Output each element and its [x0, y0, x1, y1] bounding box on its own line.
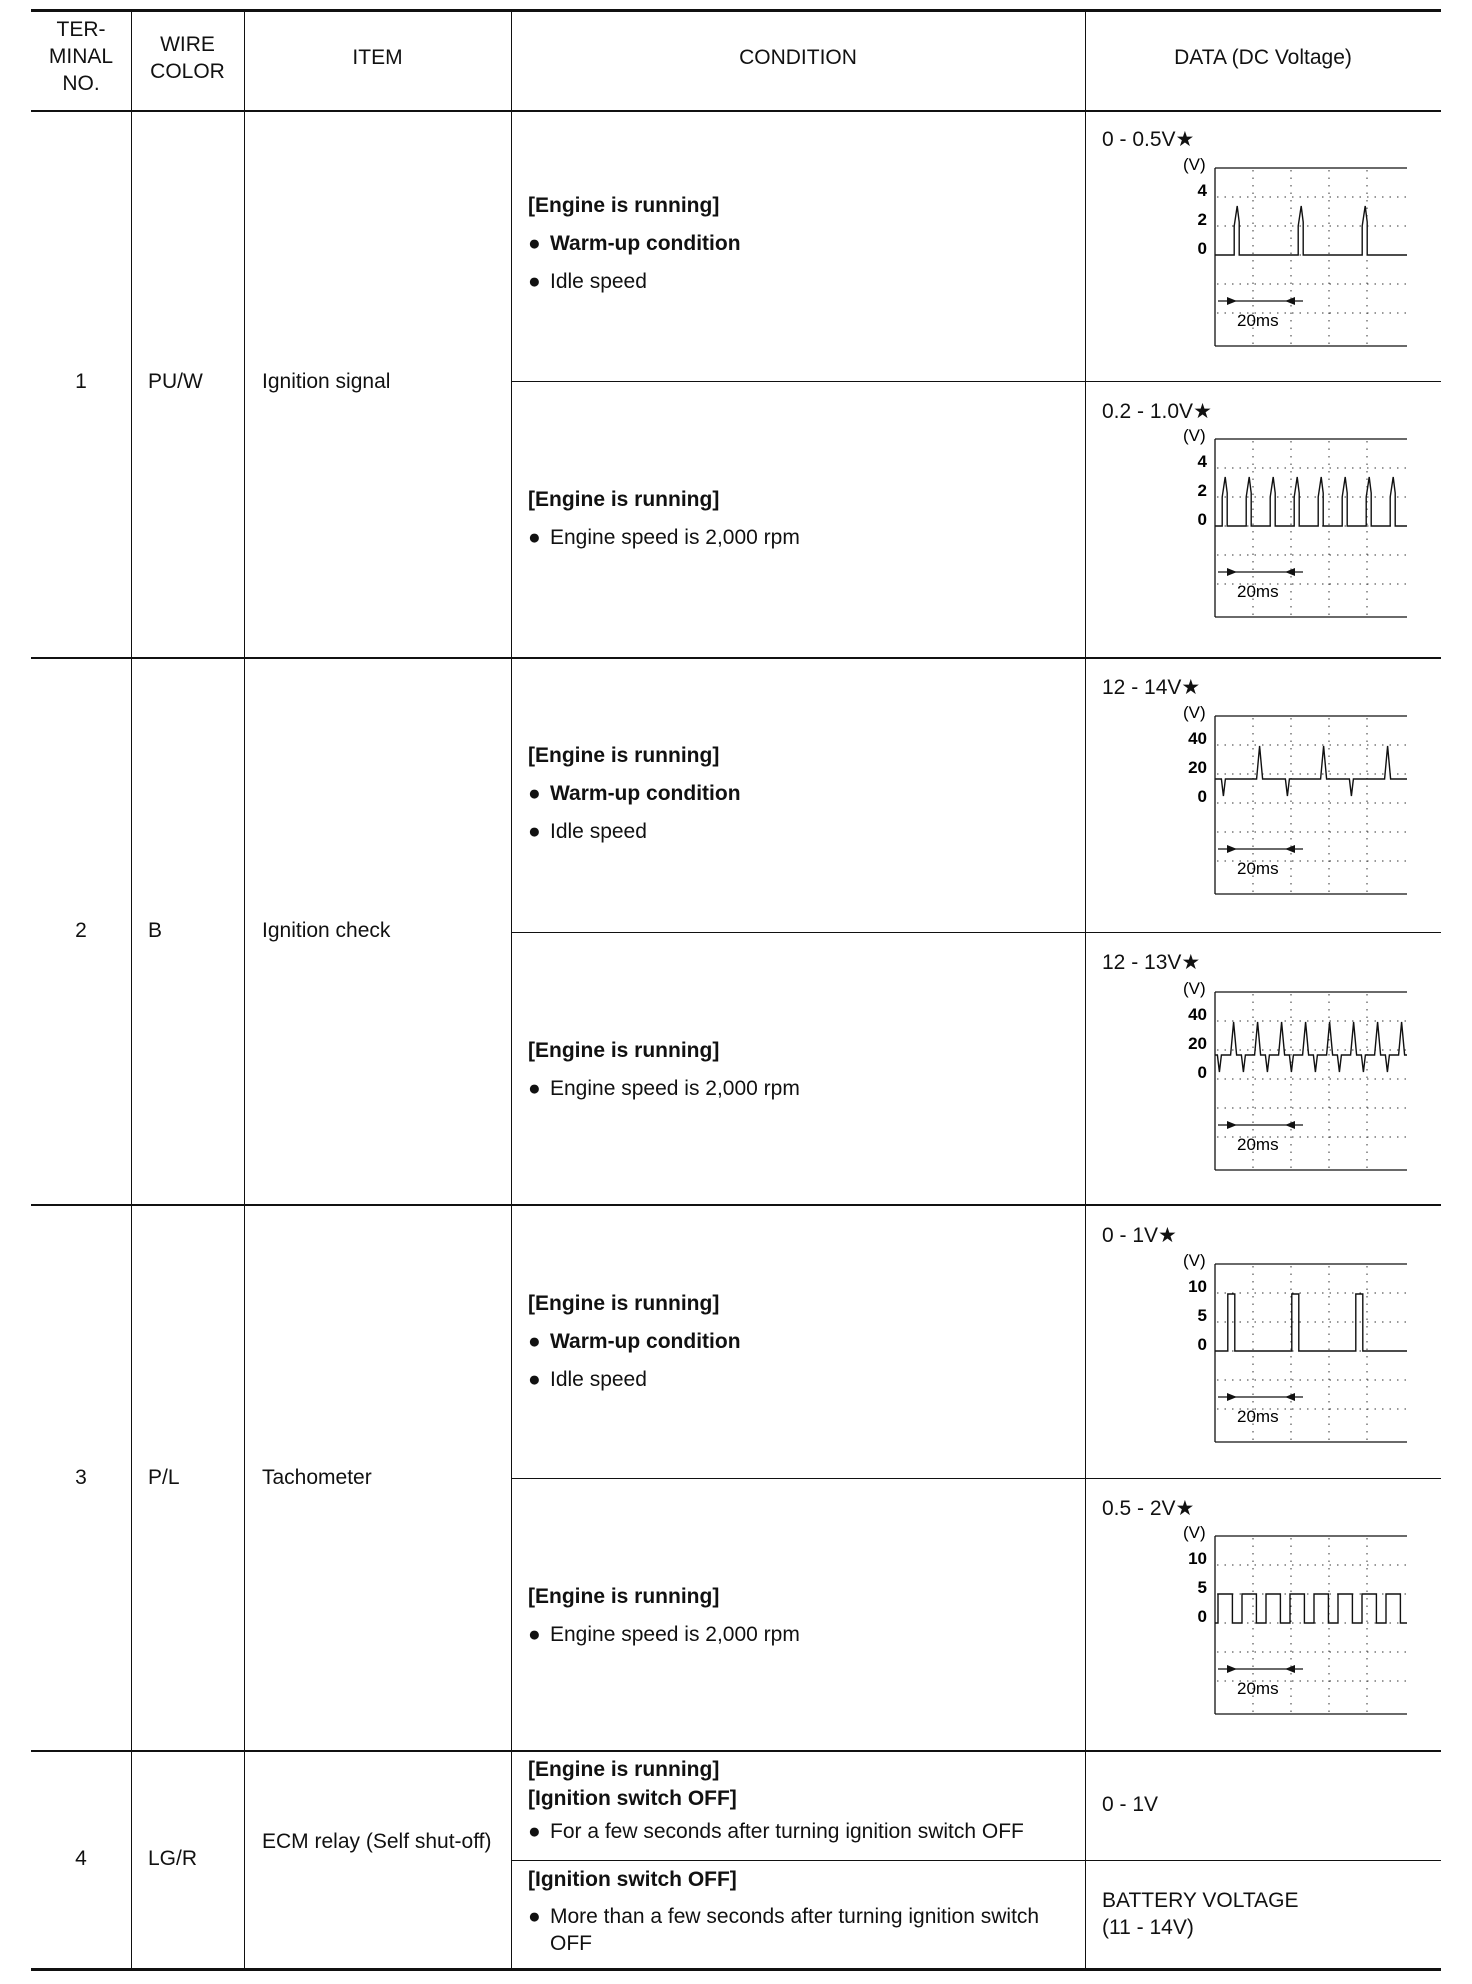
oscilloscope-waveform: [1145, 419, 1445, 619]
data-value-text: 0.2 - 1.0V: [1102, 400, 1194, 423]
scope-time-arrow: [1227, 1393, 1237, 1401]
scope-time-label: 20ms: [1237, 311, 1279, 330]
scope-tick-label: 5: [1197, 1578, 1207, 1597]
scope-time-label: 20ms: [1237, 1407, 1279, 1426]
table-header-rule: [31, 110, 1441, 112]
header-data: DATA (DC Voltage): [1174, 46, 1352, 69]
scope-trace: [1215, 477, 1407, 526]
condition-heading: [Engine is running]: [528, 1585, 720, 1608]
scope-time-label: 20ms: [1237, 582, 1279, 601]
scope-trace: [1215, 746, 1407, 796]
wire-color: LG/R: [148, 1847, 198, 1870]
scope-tick-label: 0: [1197, 510, 1207, 529]
bullet-icon: ●: [528, 1077, 541, 1100]
scope-svg: [1145, 1516, 1445, 1716]
bullet-icon: ●: [528, 1623, 541, 1646]
header-wire-color: [131, 31, 244, 85]
header-wire-line: COLOR: [150, 60, 225, 83]
scope-unit-label: (V): [1183, 1251, 1206, 1270]
scope-time-arrow: [1227, 1665, 1237, 1673]
header-condition: CONDITION: [739, 46, 857, 69]
star-icon: ★: [1181, 676, 1201, 699]
oscilloscope-waveform: [1145, 696, 1445, 896]
condition-heading: [Engine is running]: [528, 1292, 720, 1315]
case-divider: [511, 1478, 1441, 1479]
header-item: ITEM: [352, 46, 403, 69]
scope-svg: [1145, 696, 1445, 896]
star-icon: ★: [1181, 951, 1201, 974]
scope-time-label: 20ms: [1237, 859, 1279, 878]
table-bottom-rule: [31, 1968, 1441, 1971]
condition-block: [528, 737, 741, 851]
scope-svg: [1145, 972, 1445, 1172]
item-name: Ignition check: [262, 919, 391, 942]
condition-block: [528, 481, 800, 557]
scope-unit-label: (V): [1183, 703, 1206, 722]
scope-tick-label: 40: [1188, 1005, 1207, 1024]
header-terminal-line: MINAL: [48, 45, 114, 68]
condition-block: [528, 1578, 800, 1654]
data-value: BATTERY VOLTAGE (11 - 14V): [1102, 1889, 1299, 1939]
condition-heading: [Ignition switch OFF]: [528, 1868, 737, 1891]
scope-tick-label: 10: [1188, 1277, 1207, 1296]
terminal-number: 2: [75, 919, 87, 942]
bullet-icon: ●: [528, 1905, 541, 1928]
scope-trace: [1215, 1594, 1407, 1623]
scope-time-label: 20ms: [1237, 1679, 1279, 1698]
scope-unit-label: (V): [1183, 155, 1206, 174]
condition-bullet-item: [528, 1323, 741, 1361]
condition-bullet-text: Idle speed: [550, 1368, 647, 1391]
scope-tick-label: 0: [1197, 239, 1207, 258]
scope-time-arrow: [1227, 568, 1237, 576]
scope-tick-label: 20: [1188, 1034, 1207, 1053]
case-divider: [511, 932, 1441, 933]
wire-color: B: [148, 919, 163, 942]
condition-bullet-text: Idle speed: [550, 270, 647, 293]
condition-block: [528, 1032, 800, 1108]
bullet-icon: ●: [528, 782, 541, 805]
scope-trace: [1215, 1022, 1407, 1072]
data-value-text: 12 - 13V: [1102, 951, 1182, 974]
scope-time-arrow: [1285, 568, 1295, 576]
condition-bullet-text: Warm-up condition: [550, 1330, 741, 1353]
star-icon: ★: [1158, 1224, 1177, 1247]
scope-tick-label: 0: [1197, 787, 1207, 806]
bullet-icon: ●: [528, 232, 541, 255]
scope-time-arrow: [1227, 297, 1237, 305]
condition-block: [528, 187, 741, 301]
oscilloscope-waveform: [1145, 148, 1445, 348]
data-value-text: 0.5 - 2V: [1102, 1497, 1176, 1520]
bullet-icon: ●: [528, 526, 541, 549]
condition-bullet-item: [528, 225, 741, 263]
scope-time-arrow: [1285, 1121, 1295, 1129]
scope-time-arrow: [1285, 1393, 1295, 1401]
scope-svg: [1145, 419, 1445, 619]
terminal-number: 4: [75, 1847, 87, 1870]
oscilloscope-waveform: [1145, 972, 1445, 1172]
condition-bullet-text: More than a few seconds after turning ignition switch OFF: [550, 1905, 1040, 1955]
condition-bullet-item: [528, 1361, 741, 1399]
case-divider: [511, 381, 1441, 382]
scope-unit-label: (V): [1183, 1523, 1206, 1542]
data-value: 0 - 1V: [1102, 1793, 1159, 1816]
condition-bullet-item: [528, 1817, 1024, 1846]
condition-heading: [Ignition switch OFF]: [528, 1787, 737, 1810]
condition-bullet-text: Warm-up condition: [550, 232, 741, 255]
scope-tick-label: 2: [1197, 210, 1207, 229]
scope-tick-label: 0: [1197, 1335, 1207, 1354]
row-divider: [31, 1204, 1441, 1206]
col-divider: [511, 9, 512, 1971]
header-terminal-line: TER-: [56, 18, 106, 41]
condition-heading: [Engine is running]: [528, 1758, 720, 1781]
wire-color: P/L: [148, 1466, 180, 1489]
condition-bullet-item: [528, 1070, 800, 1108]
bullet-icon: ●: [528, 820, 541, 843]
col-divider: [1085, 9, 1086, 1971]
scope-tick-label: 4: [1197, 181, 1207, 200]
bullet-icon: ●: [528, 1368, 541, 1391]
data-value-text: 0 - 0.5V: [1102, 128, 1176, 151]
scope-time-arrow: [1285, 297, 1295, 305]
col-divider: [244, 9, 245, 1971]
oscilloscope-waveform: [1145, 1244, 1445, 1444]
row-divider: [31, 1750, 1441, 1752]
condition-bullet-text: For a few seconds after turning ignition switch OFF: [550, 1820, 1024, 1843]
scope-svg: [1145, 1244, 1445, 1444]
header-terminal-line: NO.: [62, 72, 100, 95]
item-name: Ignition signal: [262, 370, 391, 393]
scope-time-arrow: [1285, 1665, 1295, 1673]
condition-bullet-item: [528, 519, 800, 557]
condition-block: [528, 1285, 741, 1399]
scope-tick-label: 40: [1188, 729, 1207, 748]
condition-bullet-item: [528, 813, 741, 851]
header-terminal: [31, 16, 131, 97]
scope-tick-label: 0: [1197, 1607, 1207, 1626]
condition-bullet-item: [528, 1616, 800, 1654]
data-value-text: 12 - 14V: [1102, 676, 1182, 699]
scope-unit-label: (V): [1183, 426, 1206, 445]
bullet-icon: ●: [528, 1330, 541, 1353]
item-name: Tachometer: [262, 1466, 372, 1489]
terminal-number: 1: [75, 370, 87, 393]
scope-trace: [1215, 206, 1407, 255]
bullet-icon: ●: [528, 1820, 541, 1843]
condition-block: [528, 1866, 1048, 1957]
terminal-number: 3: [75, 1466, 87, 1489]
condition-bullet-item: [528, 775, 741, 813]
header-wire-line: WIRE: [160, 33, 215, 56]
condition-bullet-item: [528, 1903, 1048, 1957]
col-divider: [131, 9, 132, 1971]
condition-bullet-text: Engine speed is 2,000 rpm: [550, 526, 800, 549]
condition-heading: [Engine is running]: [528, 194, 720, 217]
item-name: ECM relay (Self shut-off): [262, 1830, 492, 1853]
condition-bullet-text: Idle speed: [550, 820, 647, 843]
wire-color: PU/W: [148, 370, 203, 393]
oscilloscope-waveform: [1145, 1516, 1445, 1716]
scope-tick-label: 2: [1197, 481, 1207, 500]
data-value-text: 0 - 1V: [1102, 1224, 1159, 1247]
scope-unit-label: (V): [1183, 979, 1206, 998]
scope-time-arrow: [1227, 845, 1237, 853]
scope-trace: [1215, 1294, 1407, 1351]
scope-tick-label: 0: [1197, 1063, 1207, 1082]
scope-tick-label: 5: [1197, 1306, 1207, 1325]
table-top-rule: [31, 9, 1441, 12]
condition-heading: [Engine is running]: [528, 1039, 720, 1062]
condition-block: [528, 1755, 1024, 1846]
condition-bullet-text: Engine speed is 2,000 rpm: [550, 1077, 800, 1100]
star-icon: ★: [1193, 400, 1212, 423]
star-icon: ★: [1175, 1497, 1195, 1520]
bullet-icon: ●: [528, 270, 541, 293]
scope-time-arrow: [1285, 845, 1295, 853]
scope-time-arrow: [1227, 1121, 1237, 1129]
scope-tick-label: 10: [1188, 1549, 1207, 1568]
condition-heading: [Engine is running]: [528, 744, 720, 767]
scope-time-label: 20ms: [1237, 1135, 1279, 1154]
scope-tick-label: 4: [1197, 452, 1207, 471]
scope-tick-label: 20: [1188, 758, 1207, 777]
star-icon: ★: [1175, 128, 1195, 151]
scope-svg: [1145, 148, 1445, 348]
condition-bullet-text: Warm-up condition: [550, 782, 741, 805]
condition-heading: [Engine is running]: [528, 488, 720, 511]
case-divider: [511, 1860, 1441, 1861]
condition-bullet-item: [528, 263, 741, 301]
row-divider: [31, 657, 1441, 659]
condition-bullet-text: Engine speed is 2,000 rpm: [550, 1623, 800, 1646]
